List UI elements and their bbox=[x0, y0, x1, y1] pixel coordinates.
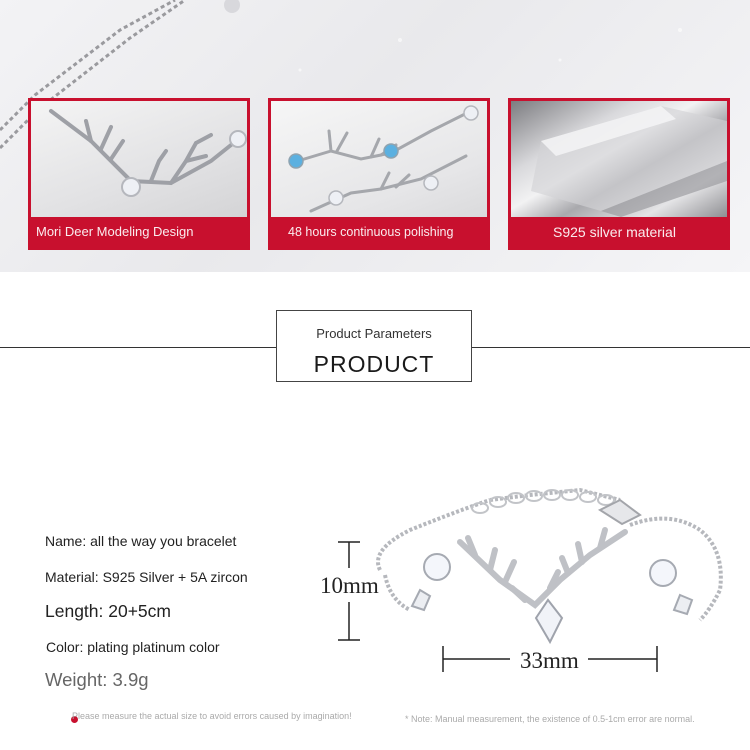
antler-icon bbox=[31, 101, 247, 217]
section-header bbox=[276, 310, 472, 382]
spec-length: Length: 20+5cm bbox=[45, 601, 171, 621]
section-title: PRODUCT bbox=[313, 351, 435, 377]
section-subtitle: Product Parameters bbox=[316, 326, 432, 341]
divider-line bbox=[0, 347, 276, 348]
polished-necklace-photo bbox=[271, 101, 487, 217]
spec-material: Material: S925 Silver + 5A zircon bbox=[45, 569, 248, 585]
antler-icon bbox=[271, 101, 487, 217]
divider-line bbox=[472, 347, 750, 348]
feature-banner bbox=[0, 0, 750, 272]
gem-icon bbox=[650, 560, 676, 586]
feature-caption: 48 hours continuous polishing bbox=[288, 225, 454, 239]
feature-card-polishing bbox=[268, 98, 490, 250]
center-gem-icon bbox=[536, 600, 562, 642]
spec-color: Color: plating platinum color bbox=[46, 639, 220, 655]
note-measure: Please measure the actual size to avoid errors caused by imagination! bbox=[72, 711, 352, 721]
antler-icon bbox=[460, 530, 625, 605]
antler-necklace-photo bbox=[31, 101, 247, 217]
spec-weight: Weight: 3.9g bbox=[45, 669, 149, 690]
note-manual-measurement: * Note: Manual measurement, the existence of 0.5-1cm error are normal. bbox=[405, 714, 695, 724]
feature-caption: S925 silver material bbox=[553, 224, 676, 240]
spec-name: Name: all the way you bracelet bbox=[45, 533, 237, 549]
feature-card-silver bbox=[508, 98, 730, 250]
heart-charm-icon bbox=[674, 595, 692, 614]
dimension-height: 10mm bbox=[320, 573, 379, 598]
silver-bars-photo bbox=[511, 101, 727, 217]
feature-card-deer-design bbox=[28, 98, 250, 250]
heart-charm-icon bbox=[412, 590, 430, 610]
feature-caption: Mori Deer Modeling Design bbox=[36, 224, 194, 239]
dimension-width: 33mm bbox=[520, 648, 579, 673]
clasp-icon bbox=[600, 500, 640, 524]
silver-bar-icon bbox=[511, 101, 727, 217]
gem-icon bbox=[424, 554, 450, 580]
